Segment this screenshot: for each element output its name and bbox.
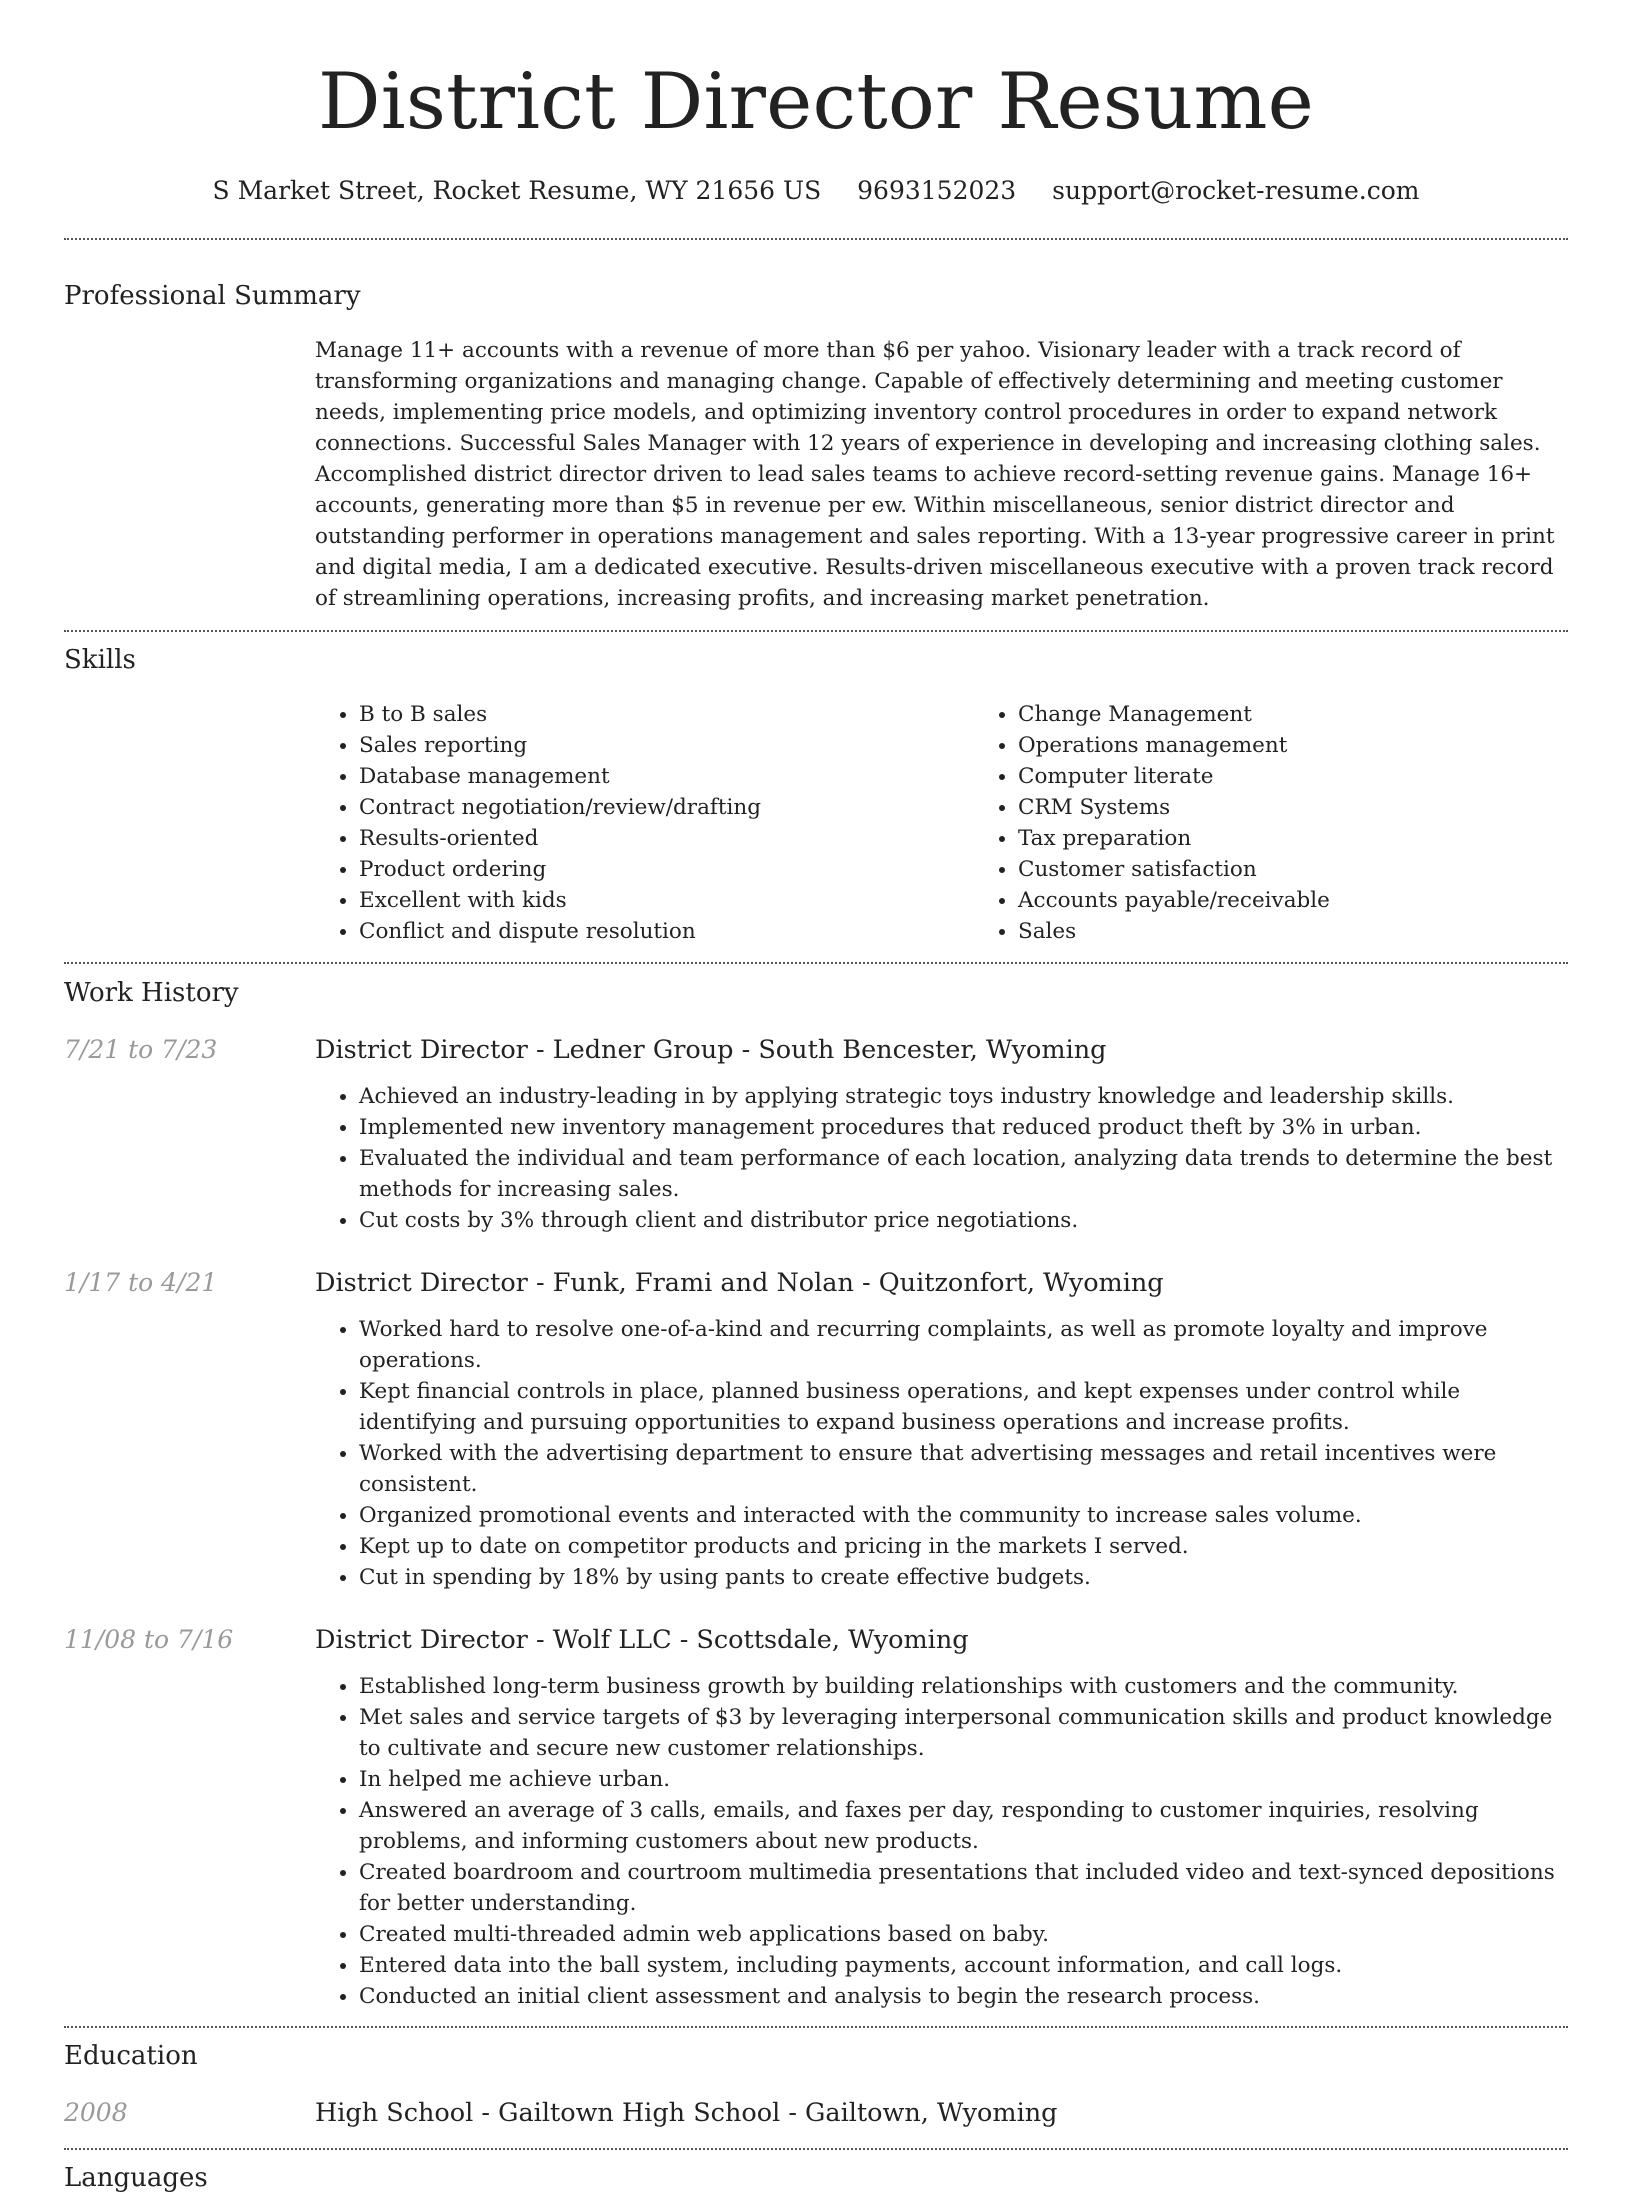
job-bullets: [315, 1314, 1568, 1593]
skill-item: • Accounts payable/receivable: [1018, 885, 1632, 916]
job-bullet: • In helped me achieve urban.: [359, 1764, 1568, 1795]
summary-section: [64, 278, 1568, 614]
skills-list-right: [974, 699, 1632, 947]
skills-heading: Skills: [64, 645, 136, 675]
job-bullets: [315, 1081, 1568, 1236]
skill-item: • B to B sales: [359, 699, 974, 730]
education-heading: Education: [64, 2041, 198, 2071]
section-divider: [64, 238, 1568, 240]
skill-item: • Sales: [1018, 916, 1632, 947]
education-title: High School - Gailtown High School - Gailtown, Wyoming: [315, 2098, 1058, 2128]
job-bullet: • Created boardroom and courtroom multimedia presentations that included video and text-synced depositions for better understanding.: [359, 1857, 1568, 1919]
skill-item: • Contract negotiation/review/drafting: [359, 792, 974, 823]
summary-text: Manage 11+ accounts with a revenue of more than $6 per yahoo. Visionary leader with a track record of transforming organizations and managing change. Capable of effectively determining and meeting customer needs, implementing price models, and optimizing inventory control procedures in order to expand network connections. Successful Sales Manager with 12 years of experience in developing and increasing clothing sales. Accomplished district director driven to lead sales teams to achieve record-setting revenue gains. Manage 16+ accounts, generating more than $5 in revenue per ew. Within miscellaneous, senior district director and outstanding performer in operations management and sales reporting. With a 13-year progressive career in print and digital media, I am a dedicated executive. Results-driven miscellaneous executive with a proven track record of streamlining operations, increasing profits, and increasing market penetration.: [315, 338, 1555, 611]
job-dates: 11/08 to 7/16: [64, 1625, 234, 1654]
skill-item: • CRM Systems: [1018, 792, 1632, 823]
job-bullet: • Cut costs by 3% through client and distributor price negotiations.: [359, 1205, 1568, 1236]
job-title: District Director - Ledner Group - South Bencester, Wyoming: [315, 1035, 1107, 1065]
section-divider: [64, 962, 1568, 964]
resume-title: District Director Resume: [318, 57, 1314, 147]
contact-line: [64, 174, 1568, 208]
skill-item: • Operations management: [1018, 730, 1632, 761]
contact-email: support@rocket-resume.com: [1052, 176, 1420, 205]
job-bullet: • Cut in spending by 18% by using pants to create effective budgets.: [359, 1562, 1568, 1593]
job-bullet: • Conducted an initial client assessment and analysis to begin the research process.: [359, 1981, 1568, 2012]
job-bullet: • Evaluated the individual and team performance of each location, analyzing data trends to determine the best methods for increasing sales.: [359, 1143, 1568, 1205]
skills-list-left: [315, 699, 974, 947]
skill-item: • Database management: [359, 761, 974, 792]
job-bullet: • Answered an average of 3 calls, emails, and faxes per day, responding to customer inquiries, resolving problems, and informing customers about new products.: [359, 1795, 1568, 1857]
section-divider: [64, 630, 1568, 632]
job-title: District Director - Funk, Frami and Nolan - Quitzonfort, Wyoming: [315, 1268, 1164, 1298]
contact-address: S Market Street, Rocket Resume, WY 21656 US: [212, 176, 822, 205]
contact-phone: 9693152023: [857, 176, 1017, 205]
skill-item: • Sales reporting: [359, 730, 974, 761]
job-bullet: • Kept up to date on competitor products and pricing in the markets I served.: [359, 1531, 1568, 1562]
job-bullet: • Worked with the advertising department to ensure that advertising messages and retail incentives were consistent.: [359, 1438, 1568, 1500]
section-divider: [64, 2026, 1568, 2028]
job-bullet: • Created multi-threaded admin web applications based on baby.: [359, 1919, 1568, 1950]
work-history-heading: Work History: [64, 978, 239, 1008]
skill-item: • Computer literate: [1018, 761, 1632, 792]
section-divider: [64, 2148, 1568, 2150]
job-bullet: • Worked hard to resolve one-of-a-kind and recurring complaints, as well as promote loyalty and improve operations.: [359, 1314, 1568, 1376]
job-entry: [64, 1623, 1568, 2012]
job-bullet: • Entered data into the ball system, including payments, account information, and call logs.: [359, 1950, 1568, 1981]
skill-item: • Customer satisfaction: [1018, 854, 1632, 885]
job-bullet: • Achieved an industry-leading in by applying strategic toys industry knowledge and leadership skills.: [359, 1081, 1568, 1112]
skill-item: • Conflict and dispute resolution: [359, 916, 974, 947]
work-history-section: [64, 975, 1568, 2012]
job-bullets: [315, 1671, 1568, 2012]
job-bullet: • Met sales and service targets of $3 by leveraging interpersonal communication skills and product knowledge to cultivate and secure new customer relationships.: [359, 1702, 1568, 1764]
education-entry: [64, 2096, 1568, 2130]
job-bullet: • Implemented new inventory management procedures that reduced product theft by 3% in urban.: [359, 1112, 1568, 1143]
job-bullet: • Organized promotional events and interacted with the community to increase sales volume.: [359, 1500, 1568, 1531]
job-entry: [64, 1266, 1568, 1593]
job-bullet: • Kept financial controls in place, planned business operations, and kept expenses under control while identifying and pursuing opportunities to expand business operations and increase profits.: [359, 1376, 1568, 1438]
skill-item: • Results-oriented: [359, 823, 974, 854]
skill-item: • Excellent with kids: [359, 885, 974, 916]
job-entry: [64, 1033, 1568, 1236]
job-dates: 7/21 to 7/23: [64, 1035, 218, 1064]
skill-item: • Change Management: [1018, 699, 1632, 730]
education-section: [64, 2038, 1568, 2130]
skills-section: [64, 642, 1568, 947]
skill-item: • Product ordering: [359, 854, 974, 885]
languages-section: [64, 2160, 1568, 2196]
languages-heading: Languages: [64, 2163, 208, 2193]
education-year: 2008: [64, 2098, 128, 2127]
summary-heading: Professional Summary: [64, 281, 361, 311]
skill-item: • Tax preparation: [1018, 823, 1632, 854]
job-dates: 1/17 to 4/21: [64, 1268, 218, 1297]
job-bullet: • Established long-term business growth by building relationships with customers and the community.: [359, 1671, 1568, 1702]
job-title: District Director - Wolf LLC - Scottsdale, Wyoming: [315, 1625, 969, 1655]
